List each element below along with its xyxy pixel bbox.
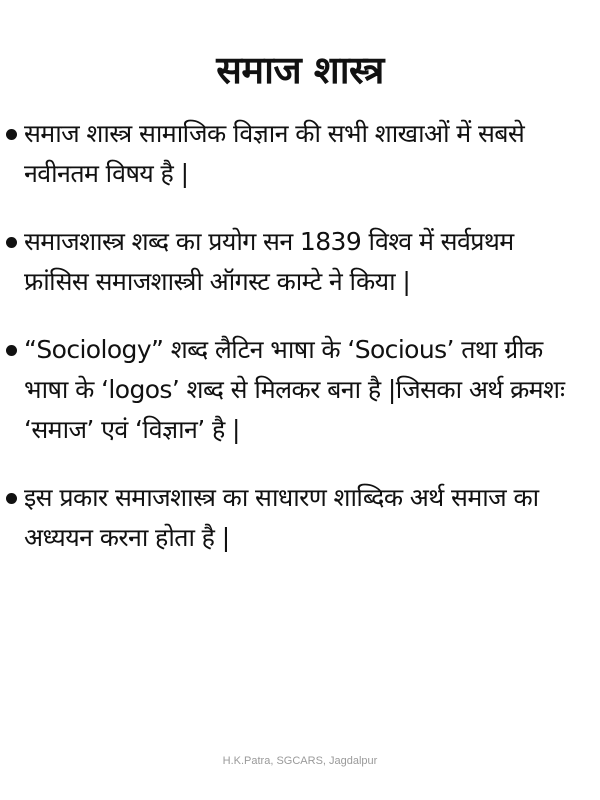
- bullet-line: समाज शास्त्र सामाजिक विज्ञान की सभी शाखाओं में सबसे: [24, 119, 525, 148]
- bullet-line: “Sociology” शब्द लैटिन भाषा के ‘Socious’ तथा ग्रीक: [24, 335, 543, 364]
- bullet-item: [4, 478, 594, 558]
- bullet-line: फ्रांसिस समाजशास्त्री ऑगस्ट काम्टे ने किया |: [24, 267, 411, 296]
- bullet-dot-icon: [6, 237, 17, 248]
- footer-credit: H.K.Patra, SGCARS, Jagdalpur: [222, 755, 378, 767]
- bullet-line: नवीनतम विषय है |: [24, 159, 189, 188]
- bullet-line: इस प्रकार समाजशास्त्र का साधारण शाब्दिक अर्थ समाज का: [24, 483, 539, 512]
- bullet-item: [4, 222, 594, 302]
- slide-title: समाज शास्त्र: [216, 48, 384, 93]
- bullet-item: [4, 330, 594, 450]
- bullet-item: [4, 114, 594, 194]
- bullet-line: अध्ययन करना होता है |: [24, 523, 230, 552]
- bullet-dot-icon: [6, 345, 17, 356]
- bullet-line: ‘समाज’ एवं ‘विज्ञान’ है |: [24, 415, 240, 444]
- bullet-line: भाषा के ‘logos’ शब्द से मिलकर बना है |जिसका अर्थ क्रमशः: [24, 375, 565, 404]
- bullet-list: [4, 114, 594, 586]
- bullet-line: समाजशास्त्र शब्द का प्रयोग सन 1839 विश्व में सर्वप्रथम: [24, 227, 514, 256]
- bullet-dot-icon: [6, 493, 17, 504]
- bullet-dot-icon: [6, 129, 17, 140]
